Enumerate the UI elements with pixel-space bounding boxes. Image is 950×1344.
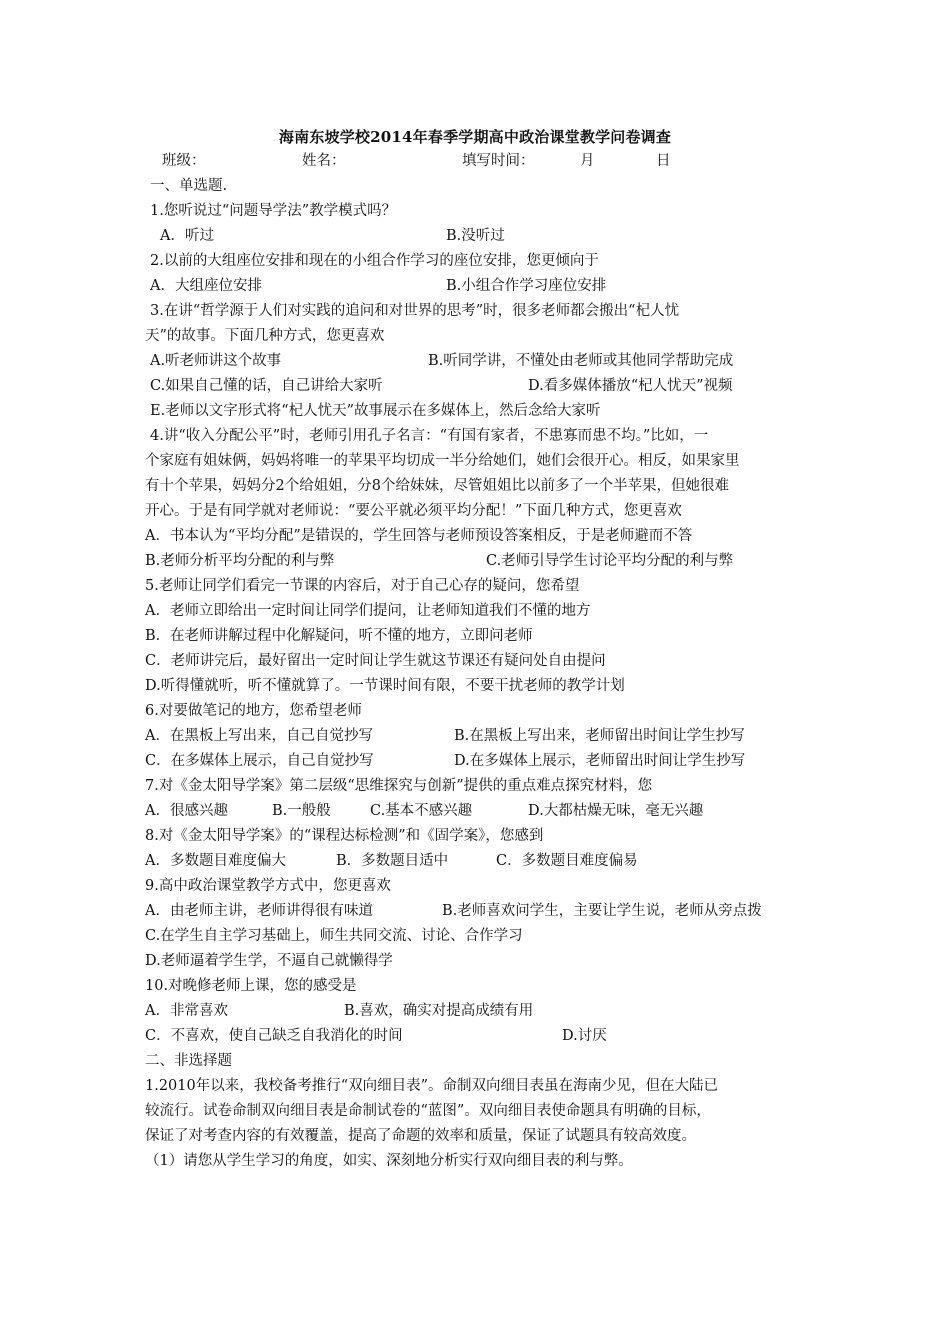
q3-text-line1: 3.在讲“哲学源于人们对实践的追问和对世界的思考”时，很多老师都会搬出“杞人忧 — [150, 303, 680, 319]
nq1-text-line2: 较流行。试卷命制双向细目表是命制试卷的“蓝图”。双向细目表使命题具有明确的目标， — [145, 1103, 711, 1119]
q6-option-c: C．在多媒体上展示，自己自觉抄写 — [145, 753, 374, 769]
q7-option-c: C.基本不感兴趣 — [370, 803, 473, 819]
q3-option-d: D.看多媒体播放“杞人忧天”视频 — [528, 378, 733, 394]
q4-text-line1: 4.讲“收入分配公平”时，老师引用孔子名言：“有国有家者，不患寡而患不均。”比如，一 — [150, 428, 709, 444]
q7-option-d: D.大都枯燥无味，毫无兴趣 — [528, 803, 704, 819]
q10-text: 10.对晚修老师上课，您的感受是 — [145, 978, 357, 994]
q3-option-e: E.老师以文字形式将“杞人忧天”故事展示在多媒体上，然后念给大家听 — [150, 403, 601, 419]
nq1-text-line3: 保证了对考查内容的有效覆盖，提高了命题的效率和质量，保证了试题具有较高效度。 — [145, 1128, 696, 1144]
q7-option-b: B.一般般 — [272, 803, 331, 819]
q8-option-c: C．多数题目难度偏易 — [496, 853, 638, 869]
q1-text: 1.您听说过“问题导学法”教学模式吗？ — [150, 203, 397, 219]
q8-option-a: A．多数题目难度偏大 — [145, 853, 286, 869]
q2-option-b: B.小组合作学习座位安排 — [446, 278, 607, 294]
q3-option-b: B.听同学讲，不懂处由老师或其他同学帮助完成 — [428, 353, 734, 369]
name-label: 姓名： — [302, 153, 346, 169]
time-label: 填写时间： — [462, 153, 535, 169]
q5-text: 5.老师让同学们看完一节课的内容后，对于自己心存的疑问，您希望 — [145, 578, 580, 594]
q9-text: 9.高中政治课堂教学方式中，您更喜欢 — [145, 878, 391, 894]
section-2-heading: 二、非选择题 — [145, 1053, 232, 1069]
q4-option-a: A．书本认为“平均分配”是错误的，学生回答与老师预设答案相反，于是老师避而不答 — [145, 528, 693, 544]
q4-text-line3: 有十个苹果，妈妈分2个给姐姐，分8个给妹妹，尽管姐姐比以前多了一个半苹果，但她很难 — [145, 478, 729, 494]
q2-option-a: A．大组座位安排 — [150, 278, 262, 294]
q1-option-a: A．听过 — [160, 228, 214, 244]
q5-option-b: B．在老师讲解过程中化解疑问，听不懂的地方，立即问老师 — [145, 628, 533, 644]
q3-text-line2: 天”的故事。下面几种方式，您更喜欢 — [145, 328, 385, 344]
q4-text-line4: 开心。于是有同学就对老师说：“要公平就必须平均分配！”下面几种方式，您更喜欢 — [145, 503, 682, 519]
q9-option-d: D.老师逼着学生学，不逼自己就懒得学 — [145, 953, 393, 969]
class-label: 班级： — [162, 153, 206, 169]
q10-option-b: B.喜欢，确实对提高成绩有用 — [344, 1003, 534, 1019]
q9-option-b: B.老师喜欢问学生，主要让学生说，老师从旁点拨 — [442, 903, 762, 919]
q9-option-a: A．由老师主讲，老师讲得很有味道 — [145, 903, 373, 919]
q4-option-c: C.老师引导学生讨论平均分配的利与弊 — [486, 553, 734, 569]
q10-option-a: A．非常喜欢 — [145, 1003, 228, 1019]
nq1-text-line1: 1.2010年以来，我校备考推行“双向细目表”。命制双向细目表虽在海南少见，但在大陆已 — [145, 1078, 719, 1094]
q5-option-d: D.听得懂就听，听不懂就算了。一节课时间有限，不要干扰老师的教学计划 — [145, 678, 625, 694]
q7-text: 7.对《金太阳导学案》第二层级“思维探究与创新”提供的重点难点探究材料，您 — [145, 778, 653, 794]
q7-option-a: A．很感兴趣 — [145, 803, 228, 819]
q6-option-a: A．在黑板上写出来，自己自觉抄写 — [145, 728, 373, 744]
q3-option-a: A.听老师讲这个故事 — [150, 353, 282, 369]
q8-text: 8.对《金太阳导学案》的“课程达标检测”和《固学案》，您感到 — [145, 828, 544, 844]
nq1-sub-question-1: （1）请您从学生学习的角度，如实、深刻地分析实行双向细目表的利与弊。 — [145, 1153, 633, 1169]
q8-option-b: B．多数题目适中 — [336, 853, 449, 869]
q10-option-c: C．不喜欢，使自己缺乏自我消化的时间 — [145, 1028, 403, 1044]
q6-text: 6.对要做笔记的地方，您希望老师 — [145, 703, 362, 719]
q6-option-b: B.在黑板上写出来，老师留出时间让学生抄写 — [454, 728, 745, 744]
q2-text: 2.以前的大组座位安排和现在的小组合作学习的座位安排，您更倾向于 — [150, 253, 599, 269]
q5-option-a: A．老师立即给出一定时间让同学们提问，让老师知道我们不懂的地方 — [145, 603, 591, 619]
q6-option-d: D.在多媒体上展示，老师留出时间让学生抄写 — [454, 753, 746, 769]
q9-option-c: C.在学生自主学习基础上，师生共同交流、讨论、合作学习 — [145, 928, 523, 944]
section-1-heading: 一、单选题. — [150, 178, 228, 194]
q3-option-c: C.如果自己懂的话，自己讲给大家听 — [150, 378, 383, 394]
document-title: 海南东坡学校2014年春季学期高中政治课堂教学问卷调查 — [278, 128, 672, 146]
q10-option-d: D.讨厌 — [562, 1028, 607, 1044]
q4-text-line2: 个家庭有姐妹俩，妈妈将唯一的苹果平均切成一半分给她们，她们会很开心。相反，如果家里 — [145, 453, 740, 469]
q5-option-c: C．老师讲完后，最好留出一定时间让学生就这节课还有疑问处自由提问 — [145, 653, 606, 669]
month-label: 月 — [580, 153, 595, 169]
q4-option-b: B.老师分析平均分配的利与弊 — [145, 553, 335, 569]
q1-option-b: B.没听过 — [446, 228, 505, 244]
day-label: 日 — [656, 153, 671, 169]
